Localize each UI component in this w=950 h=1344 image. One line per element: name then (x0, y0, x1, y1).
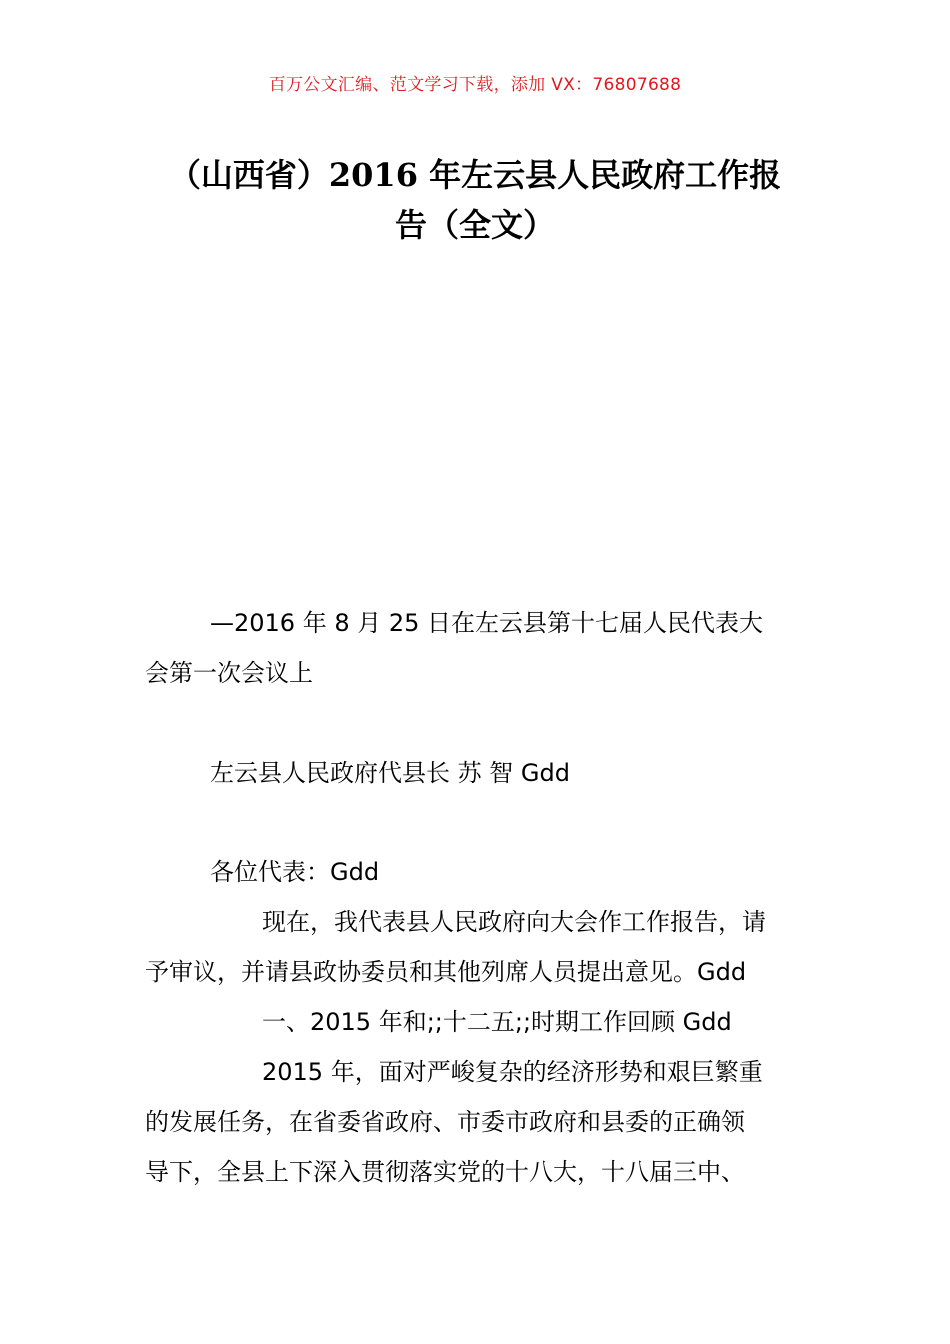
paragraph-line: 导下，全县上下深入贯彻落实党的十八大，十八届三中、 (145, 1158, 745, 1186)
section-heading: 一、2015 年和;;十二五;;时期工作回顾 Gdd (262, 1008, 732, 1036)
header-watermark-note: 百万公文汇编、范文学习下载，添加 VX：76807688 (268, 75, 682, 95)
paragraph-line: 现在，我代表县人民政府向大会作工作报告，请 (262, 908, 766, 936)
paragraph-line: 的发展任务，在省委省政府、市委市政府和县委的正确领 (145, 1108, 745, 1136)
subtitle-line-2: 会第一次会议上 (145, 659, 313, 687)
document-title-line-1: （山西省）2016 年左云县人民政府工作报 (168, 156, 782, 194)
salutation-line: 各位代表：Gdd (210, 858, 380, 886)
paragraph-line: 予审议，并请县政协委员和其他列席人员提出意见。Gdd (145, 958, 747, 986)
document-title-line-2: 告（全文） (394, 206, 555, 244)
subtitle-line-1: —2016 年 8 月 25 日在左云县第十七届人民代表大 (210, 609, 764, 637)
author-line: 左云县人民政府代县长 苏 智 Gdd (210, 759, 570, 787)
paragraph-line: 2015 年，面对严峻复杂的经济形势和艰巨繁重 (262, 1058, 763, 1086)
